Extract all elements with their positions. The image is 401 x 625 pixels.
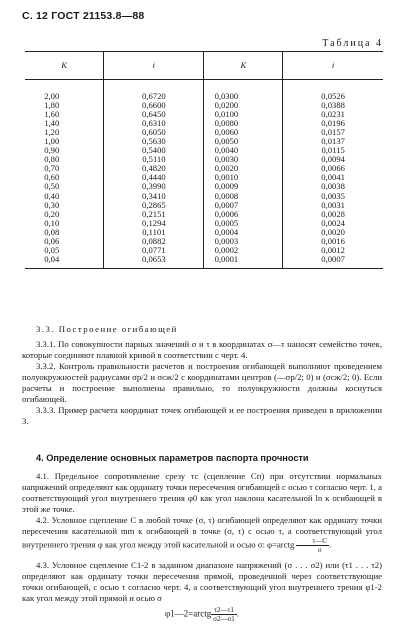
column-header: i: [283, 52, 383, 80]
table-cell: 0,90: [25, 146, 104, 155]
paragraph: 4.3. Условное сцепление С1-2 в заданном диапазоне напряжений (σ . . . σ2) или (τ1 . . . τ2) определяют как ординату точки пересечения прямой, проведенной через соответствующие точки огибающей, с осью τ согласно черт. 4, а соответствующий угол внутреннего трения φ1-2 как угол между этой прямой и осью σ: [22, 560, 382, 603]
table-cell: 0,6600: [104, 101, 204, 110]
table-cell: 0,0157: [321, 127, 345, 138]
table-cell: 0,0002: [204, 246, 283, 255]
table-cell: 0,2865: [104, 201, 204, 210]
table-cell: 0,04: [25, 255, 104, 269]
table-cell: 0,0007: [283, 255, 383, 269]
table-cell: 1,20: [25, 128, 104, 137]
column-header: К: [204, 52, 283, 80]
formula: [22, 606, 382, 623]
paragraph: 3.3.1. По совокупности парных значений σ и τ в координатах σ—τ наносят семейство точек, которые соединяют плавной кривой в соответствии с черт. 4.: [22, 339, 382, 360]
table-cell: 0,0526: [321, 91, 345, 101]
table-cell: 0,0050: [204, 137, 283, 146]
table-cell: 0,0020: [204, 164, 283, 173]
table-cell: 0,0882: [104, 237, 204, 246]
table-cell: 0,0300: [204, 80, 283, 102]
table-cell: 0,08: [25, 228, 104, 237]
table-cell: 0,5110: [104, 155, 204, 164]
table-cell: 0,0115: [321, 145, 345, 156]
table-cell: 0,0031: [321, 199, 345, 210]
table-cell: 0,2151: [104, 210, 204, 219]
paragraph: 4.1. Предельное сопротивление срезу τс (сцепление Сп) при отсутствии нормальных напряжений определяют как ординату точки пересечения огибающей с осью τ согласно черт. 1, а соответствующий угол внутреннего трения φ0 как угол наклона касательной ln к огибающей в этой же точке.: [22, 471, 382, 514]
table-cell: 0,0038: [321, 181, 345, 192]
table-header-row: [25, 52, 383, 80]
table-cell: 0,0030: [204, 155, 283, 164]
table-cell: 0,05: [25, 246, 104, 255]
table-cell: 0,6050: [104, 128, 204, 137]
table-cell: 0,0035: [321, 190, 345, 201]
paragraph: 3.3.3. Пример расчета координат точек огибающей и ее построения приведен в приложении 3.: [22, 405, 382, 426]
table-cell: 0,80: [25, 155, 104, 164]
table-cell: 0,6450: [104, 110, 204, 119]
table-cell: 0,3410: [104, 192, 204, 201]
table-cell: 0,4820: [104, 164, 204, 173]
table-cell: 0,0653: [104, 255, 204, 269]
table-cell: 0,5630: [104, 137, 204, 146]
table-cell: 0,6720: [104, 80, 204, 102]
table-row: [25, 80, 383, 102]
table-cell: 0,40: [25, 192, 104, 201]
table-cell: 0,0007: [204, 201, 283, 210]
table-cell: 0,0200: [204, 101, 283, 110]
data-table: [25, 51, 383, 269]
column-header: i: [104, 52, 204, 80]
paragraph: 3.3.2. Контроль правильности расчетов и построения огибающей выполняют проведением полуокружностей радиусами σр/2 и σсж/2 с координатами центров (—σр/2; 0) и (σсж/2; 0). Если расчеты и построение выполнены правильно, то полуокружности должны коснуться огибающей.: [22, 361, 382, 404]
table-title: Таблица 4: [322, 38, 383, 49]
table-row: [25, 255, 383, 269]
table-cell: 1,80: [25, 101, 104, 110]
table-cell: 0,1294: [104, 219, 204, 228]
table-cell: 0,0024: [321, 217, 345, 228]
fraction-denominator: σ2—σ1: [213, 615, 235, 623]
table-cell: 0,0040: [204, 146, 283, 155]
fraction-numerator: τ—C: [296, 537, 328, 546]
table-cell: 0,3990: [104, 182, 204, 191]
table-cell: 0,20: [25, 210, 104, 219]
table-cell: 0,0012: [321, 244, 345, 255]
table-cell: 0,6310: [104, 119, 204, 128]
table-cell: 2,00: [25, 80, 104, 102]
table-cell: 0,0009: [204, 182, 283, 191]
page-header: С. 12 ГОСТ 21153.8—88: [22, 10, 145, 22]
table-cell: 0,0771: [104, 246, 204, 255]
table-cell: 1,60: [25, 110, 104, 119]
table-cell: 1,00: [25, 137, 104, 146]
table-cell: 0,10: [25, 219, 104, 228]
paragraph-text: 4.2. Условное сцепление С в любой точке (σ, τ) огибающей определяют как ординату точки пересечения касательной mm к огибающей в точке (σ, τ) с осью τ, а соответствующий угол внутреннего трения φ как угол между этой касательной и осью σ: φ=arctg: [22, 515, 382, 550]
table-cell: 0,5400: [104, 146, 204, 155]
section-4-heading: 4. Определение основных параметров паспорта прочности: [36, 453, 309, 463]
table-cell: 0,0041: [321, 172, 345, 183]
formula-fraction: [211, 606, 240, 623]
table-cell: 0,60: [25, 173, 104, 182]
fraction-numerator: τ2—τ1: [211, 606, 237, 615]
table-cell: 0,0006: [204, 210, 283, 219]
table-cell: 0,0020: [321, 226, 345, 237]
section-heading: 3.3. Построение огибающей: [36, 324, 178, 334]
table-cell: 0,0231: [321, 109, 345, 120]
table-cell: 0,06: [25, 237, 104, 246]
formula-left: φ1—2=arctg: [164, 608, 212, 619]
table-cell: 0,0094: [321, 154, 345, 165]
formula-fraction: [296, 537, 328, 554]
table-cell: 0,0010: [204, 173, 283, 182]
table-cell: 0,0388: [321, 100, 345, 111]
formula-tail: .: [328, 539, 332, 550]
fraction-denominator: σ: [317, 546, 322, 554]
table-cell: 0,0001: [204, 255, 283, 269]
table-cell: 0,4440: [104, 173, 204, 182]
formula-tail: .: [236, 608, 240, 619]
table-cell: 0,0005: [204, 219, 283, 228]
table-cell: 0,0016: [321, 235, 345, 246]
table-body: [25, 80, 383, 269]
table-cell: 0,50: [25, 182, 104, 191]
paragraph: [22, 515, 382, 554]
table-cell: 0,0028: [321, 208, 345, 219]
table-cell: 0,0008: [204, 192, 283, 201]
table-cell: 0,0066: [321, 163, 345, 174]
table-cell: 0,30: [25, 201, 104, 210]
table-cell: 1,40: [25, 119, 104, 128]
section-4: [22, 471, 382, 625]
table-cell: 0,0004: [204, 228, 283, 237]
table-cell: 0,70: [25, 164, 104, 173]
table-cell: 0,0060: [204, 128, 283, 137]
table-cell: 0,0100: [204, 110, 283, 119]
table-cell: 0,0003: [204, 237, 283, 246]
table-cell: 0,0196: [321, 118, 345, 129]
section-3-3: [22, 324, 382, 427]
table-cell: 0,0137: [321, 136, 345, 147]
table-cell: 0,0080: [204, 119, 283, 128]
table-cell: 0,1101: [104, 228, 204, 237]
column-header: К: [25, 52, 104, 80]
